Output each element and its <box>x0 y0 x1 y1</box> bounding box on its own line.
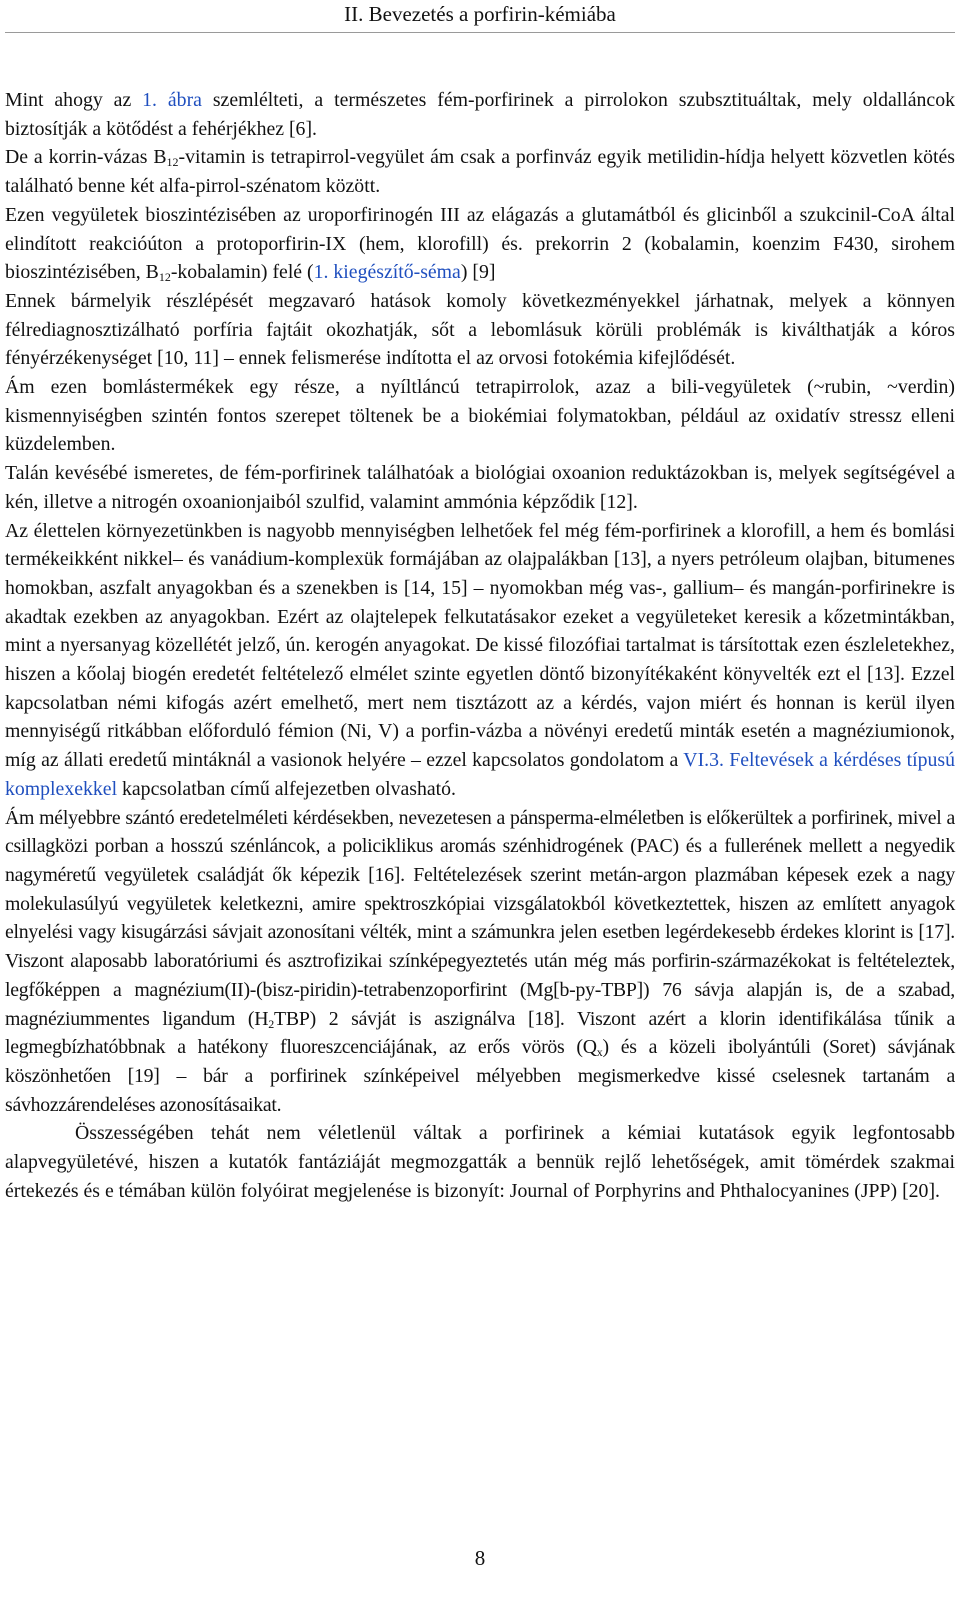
paragraph-5: Ám ezen bomlástermékek egy része, a nyíltláncú tetrapirrolok, azaz a bili-vegyületek (~rubin, ~verdin) kismennyiségben szintén fontos szerepet töltenek be a biokémiai folymatokban, például az oxidatív stressz elleni küzdelemben. <box>5 376 955 456</box>
subscript: x <box>596 1045 603 1060</box>
body-text <box>5 86 955 1205</box>
subscript: 12 <box>158 270 171 285</box>
paragraph-6: Talán kevésébé ismeretes, de fém-porfirinek találhatóak a biológiai oxoanion reduktázokban is, melyek segítségével a kén, illetve a nitrogén oxoanionjaiból szulfid, valamint ammónia képződik [12]. <box>5 462 955 513</box>
paragraph-7: Az élettelen környezetünkben is nagyobb mennyiségben lelhetőek fel még fém-porfirinek a klorofill, a hem és bomlási termékeikként nikkel– és vanádium-komplexük formájában az olajpalákban [13], a nyers petróleum olajban, bitumenes homokban, aszfalt anyagokban és a szenekben is [14, 15] – nyomokban még vas-, gallium– és mangán-porfirinekre is akadtak ezekben az anyagokban. Ezért az olajtelepek felkutatásakor ezeket a vegyületeket keresik a kőzetmintákban, mint a nyersanyag közellétét jelző, ún. kerogén anyagokat. De kissé filozófiai tartalmat is társítottak ezen észleletekhez, hiszen a kőolaj biogén eredetét feltételező elmélet szinte egyetlen döntő bizonyítékaként könyvelték ezt el [13]. Ezzel kapcsolatban némi kifogás azért emelhető, mert nem tisztázott az a kérdés, vajon miért és honnan is kerül ilyen mennyiségű ritkábban előforduló fémion (Ni, V) a porfin-vázba a növényi eredetű minták esetén a magnéziumionok, míg az állati eredetű mintáknál a vasionok helyére – ezzel kapcsolatos gondolatom a VI.3. Feltevések a kérdéses típusú komplexekkel kapcsolatban című alfejezetben olvasható. <box>5 519 955 800</box>
paragraph-4: Ennek bármelyik részlépését megzavaró hatások komoly következményekkel járhatnak, melyek a könnyen félrediagnosztizálható porfíria fajtáit okozhatják, sőt a lebomlásuk körüli problémák is kiválthatják a kóros fényérzékenységet [10, 11] – ennek felismerése indította el az orvosi fotokémia kifejlődését. <box>5 289 955 370</box>
subscript: 12 <box>166 155 179 170</box>
paragraph-9: Összességében tehát nem véletlenül váltak a porfirinek a kémiai kutatások egyik legfontosabb alapvegyületévé, hiszen a kutatók fantáziáját megmozgatták a bennük rejlő lehetőségek, amit tömérdek szakmai értekezés és e témában külön folyóirat megjelenése is bizonyít: Journal of Porphyrins and Phthalocyanines (JPP) [20]. <box>5 1122 955 1202</box>
paragraph-8: Ám mélyebbre szántó eredetelméleti kérdésekben, nevezetesen a pánsperma-elméletben is előkerültek a porfirinek, mivel a csillagközi porban a hosszú szénláncok, a policiklikus aromás szénhidrogének (PAC) és a fullerének mellett a negyedik nagyméretű vegyületek családját ők képezik [16]. Feltételezések szerint metán-argon plazmában képesek ezek a nagy molekulasúlyú vegyületek keletkezni, amire spektroszkópiai vizsgálatokból következtettek, hiszen az említett anyagok elnyelési vagy kisugárzási sávjait azonosítani vélték, mint a számunkra jelen esetben legérdekesebb érdekes klorint is [17]. Viszont alaposabb laboratóriumi és asztrofizikai színképegyeztetés után még más porfirin-származékokat is feltételeztek, legfőképpen a magnézium(II)-(bisz-piridin)-tetrabenzoporfirint (Mg[b-py-TBP]) 76 sávja alapján is, de a szabad, magnéziummentes ligandum $(H_2TBP)$ 2 sávját is aszignálva [18]. Viszont azért a klorin identifikálása tűnik a legmegbízhatóbbnak a hatékony fluoreszcenciájának, az erős vörös $(Q_x)$ és a közeli ibolyántúli (Soret) sávjának köszönhetően [19] – bár a porfirinek színképeivel mélyebben megismerkedve kissé cselesnek tartanám a sávhozzárendeléses azonosításaikat. <box>5 806 956 1116</box>
figure-1-link[interactable]: 1. ábra <box>142 89 202 111</box>
paragraph-3: Ezen vegyületek bioszintézisében az uroporfirinogén III az elágazás a glutamátból és glicinből a szukcinil-CoA által elindított reakcióúton a protoporfirin-IX (hem, klorofill) és. prekorrin 2 (kobalamin, koenzim F430, sirohem bioszintézisében, $B_{12}-kobalamin$) felé (1. kiegészítő-séma) [9] <box>5 203 955 285</box>
header-divider <box>5 32 955 33</box>
paragraph-1: Mint ahogy az 1. ábra szemlélteti, a természetes fém-porfirinek a pirrolokon szubsztituáltak, mely oldalláncok biztosítják a kötődést a fehérjékhez [6]. <box>5 89 955 140</box>
paragraph-2: De a korrin-vázas $B_{12}$-vitamin is tetrapirrol-vegyület ám csak a porfinváz egyik metilidin-hídja helyett közvetlen kötés található benne két alfa-pirrol-szénatom között. <box>5 146 955 198</box>
supplementary-scheme-1-link[interactable]: 1. kiegészítő-séma <box>313 261 461 284</box>
running-header-title: II. Bevezetés a porfirin-kémiába <box>344 2 616 26</box>
subscript: 2 <box>268 1016 275 1031</box>
section-vi3-link[interactable]: VI.3. Feltevések a kérdéses típusú komplexekkel <box>5 749 955 800</box>
page-number: 8 <box>474 1546 486 1570</box>
running-header <box>0 0 960 30</box>
